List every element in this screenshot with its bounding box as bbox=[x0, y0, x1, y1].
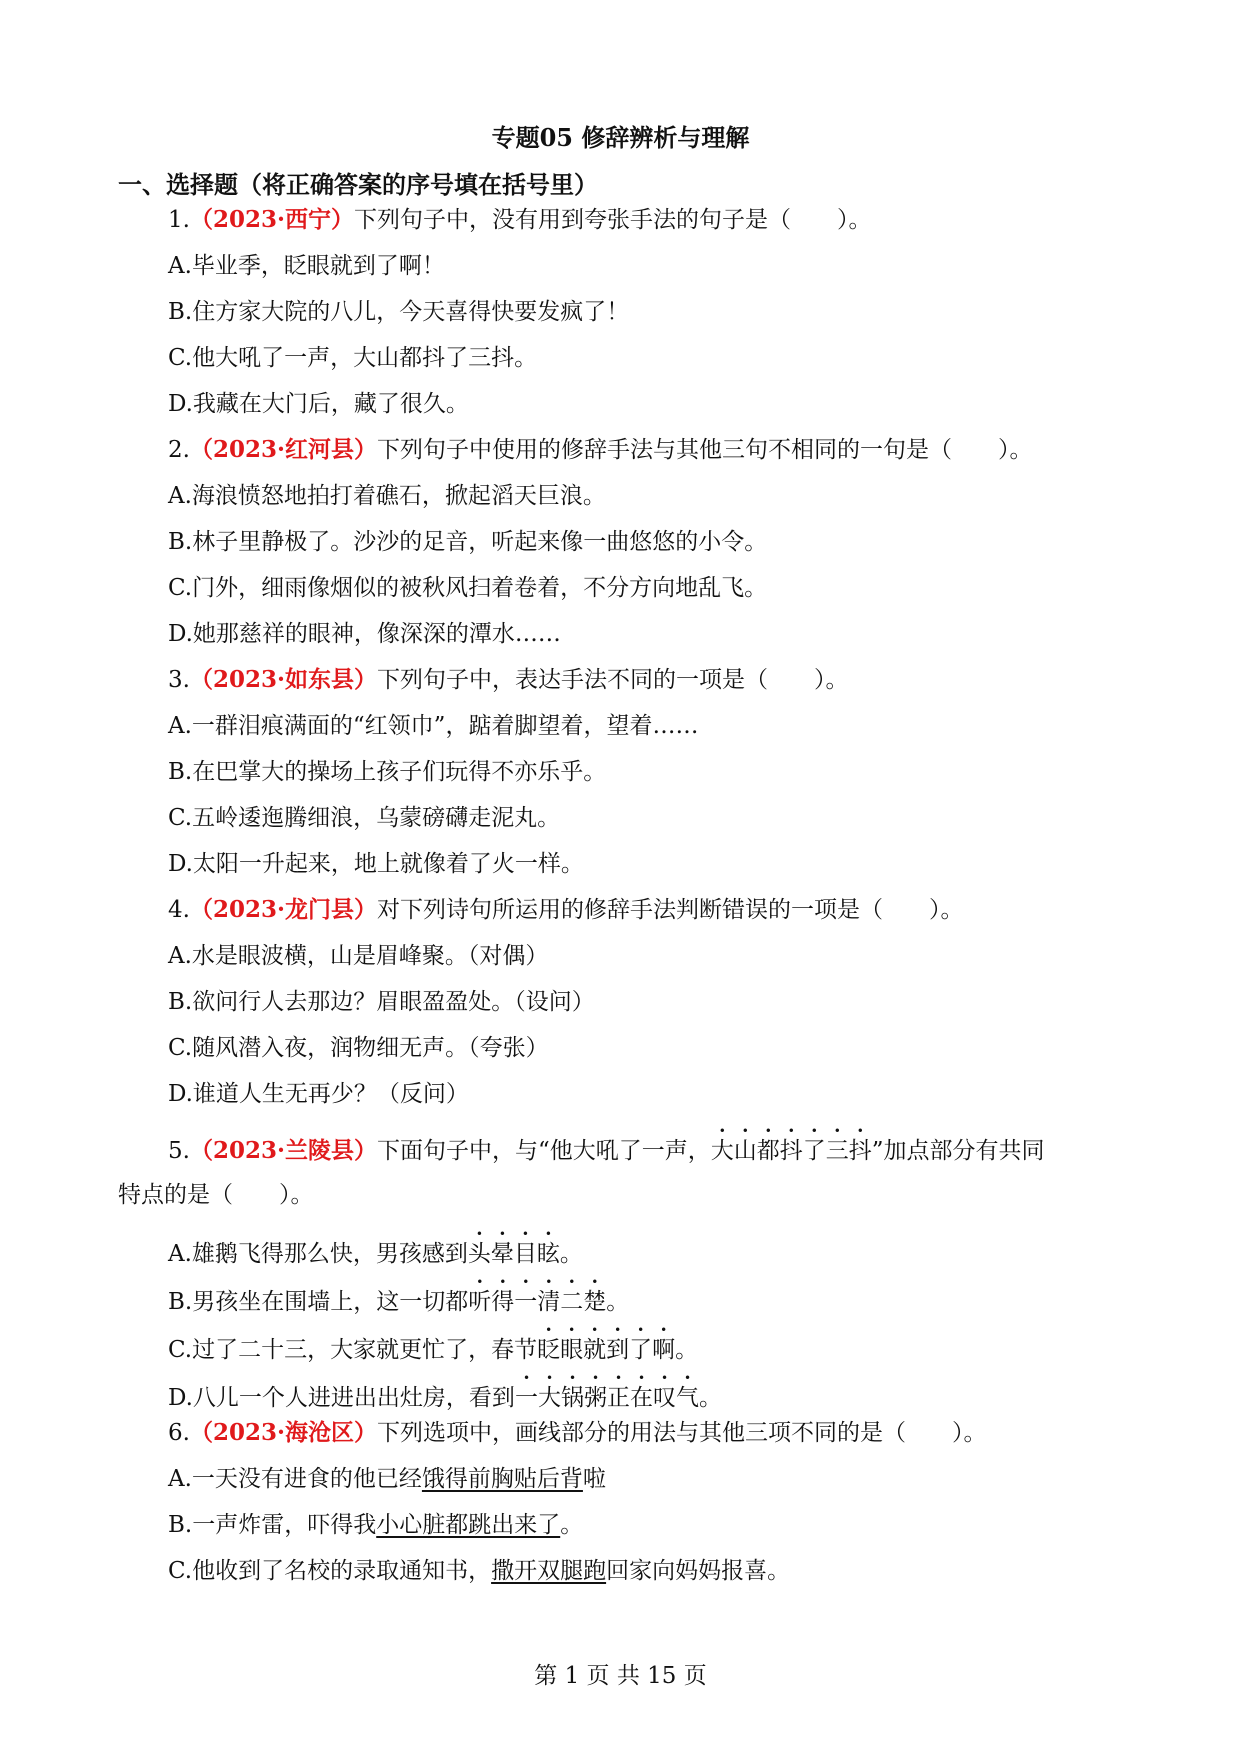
question-6 bbox=[118, 1417, 1128, 1587]
option-a: A.水是眼波横，山是眉峰聚。（对偶） bbox=[168, 943, 549, 969]
option-c: C.过了二十三，大家就更忙了，春节眨眼就到了啊。 bbox=[168, 1337, 699, 1363]
source-tag: （2023·兰陵县） bbox=[189, 1137, 377, 1164]
question-4 bbox=[118, 894, 1128, 1110]
option-a: A.一群泪痕满面的“红领巾”，踮着脚望着，望着…… bbox=[168, 713, 699, 739]
underlined-phrase: 小心脏都跳出来了 bbox=[376, 1512, 561, 1538]
option-d: D.太阳一升起来，地上就像着了火一样。 bbox=[168, 851, 584, 877]
option-a: A.一天没有进食的他已经饿得前胸贴后背啦 bbox=[168, 1466, 606, 1492]
option-d: D.她那慈祥的眼神，像深深的潭水…… bbox=[168, 621, 561, 647]
underlined-phrase: 饿得前胸贴后背 bbox=[421, 1466, 583, 1492]
question-list bbox=[118, 204, 1128, 1601]
emphasized-phrase: 一大锅粥正在叹气 bbox=[514, 1385, 699, 1411]
question-stem: 3.（2023·如东县）下列句子中，表达手法不同的一项是（ ）。 bbox=[168, 666, 849, 693]
option-b: B.男孩坐在围墙上，这一切都听得一清二楚。 bbox=[168, 1289, 630, 1315]
option-b: B.住方家大院的八儿，今天喜得快要发疯了！ bbox=[168, 299, 630, 325]
question-stem: 2.（2023·红河县）下列句子中使用的修辞手法与其他三句不相同的一句是（ ）。 bbox=[168, 436, 1033, 463]
option-a: A.海浪愤怒地拍打着礁石，掀起滔天巨浪。 bbox=[168, 483, 606, 509]
option-d: D.谁道人生无再少？（反问） bbox=[168, 1081, 469, 1107]
question-stem: 6.（2023·海沧区）下列选项中，画线部分的用法与其他三项不同的是（ ）。 bbox=[168, 1419, 987, 1446]
option-d: D.我藏在大门后，藏了很久。 bbox=[168, 391, 469, 417]
option-c: C.五岭逶迤腾细浪，乌蒙磅礴走泥丸。 bbox=[168, 805, 561, 831]
underlined-phrase: 撒开双腿跑 bbox=[491, 1558, 607, 1584]
option-b: B.欲问行人去那边？眉眼盈盈处。（设问） bbox=[168, 989, 595, 1015]
question-stem: 5.（2023·兰陵县）下面句子中，与“他大吼了一声，大山都抖了三抖”加点部分有共同 特点的是（ ）。 bbox=[118, 1124, 1128, 1211]
emphasized-phrase: 眨眼就到了啊 bbox=[537, 1337, 676, 1363]
question-stem-continuation: 特点的是（ ）。 bbox=[118, 1182, 314, 1208]
source-tag: （2023·海沧区） bbox=[189, 1419, 377, 1446]
option-c: C.门外，细雨像烟似的被秋风扫着卷着，不分方向地乱飞。 bbox=[168, 575, 768, 601]
source-tag: （2023·红河县） bbox=[189, 436, 377, 463]
question-5 bbox=[118, 1124, 1128, 1411]
source-tag: （2023·如东县） bbox=[189, 666, 377, 693]
question-2 bbox=[118, 434, 1128, 650]
emphasized-phrase: 听得一清二楚 bbox=[468, 1289, 607, 1315]
emphasized-phrase: 大山都抖了三抖 bbox=[710, 1138, 872, 1164]
option-c: C.他大吼了一声，大山都抖了三抖。 bbox=[168, 345, 538, 371]
page-footer: 第 1 页 共 15 页 bbox=[534, 1663, 707, 1689]
option-d: D.八儿一个人进进出出灶房，看到一大锅粥正在叹气。 bbox=[168, 1385, 722, 1411]
option-b: B.一声炸雷，吓得我小心脏都跳出来了。 bbox=[168, 1512, 584, 1538]
option-c: C.随风潜入夜，润物细无声。（夸张） bbox=[168, 1035, 549, 1061]
option-a: A.毕业季，眨眼就到了啊！ bbox=[168, 253, 445, 279]
question-stem: 1.（2023·西宁）下列句子中，没有用到夸张手法的句子是（ ）。 bbox=[168, 206, 872, 233]
source-tag: （2023·西宁） bbox=[189, 206, 354, 233]
question-1 bbox=[118, 204, 1128, 420]
emphasized-phrase: 头晕目眩 bbox=[467, 1241, 560, 1267]
option-b: B.在巴掌大的操场上孩子们玩得不亦乐乎。 bbox=[168, 759, 607, 785]
question-stem: 4.（2023·龙门县）对下列诗句所运用的修辞手法判断错误的一项是（ ）。 bbox=[168, 896, 964, 923]
page-title: 专题05 修辞辨析与理解 bbox=[491, 123, 750, 152]
section-heading: 一、选择题（将正确答案的序号填在括号里） bbox=[118, 170, 598, 199]
source-tag: （2023·龙门县） bbox=[189, 896, 377, 923]
option-c: C.他收到了名校的录取通知书，撒开双腿跑回家向妈妈报喜。 bbox=[168, 1558, 791, 1584]
question-3 bbox=[118, 664, 1128, 880]
option-a: A.雄鹅飞得那么快，男孩感到头晕目眩。 bbox=[168, 1241, 583, 1267]
option-b: B.林子里静极了。沙沙的足音，听起来像一曲悠悠的小令。 bbox=[168, 529, 768, 555]
